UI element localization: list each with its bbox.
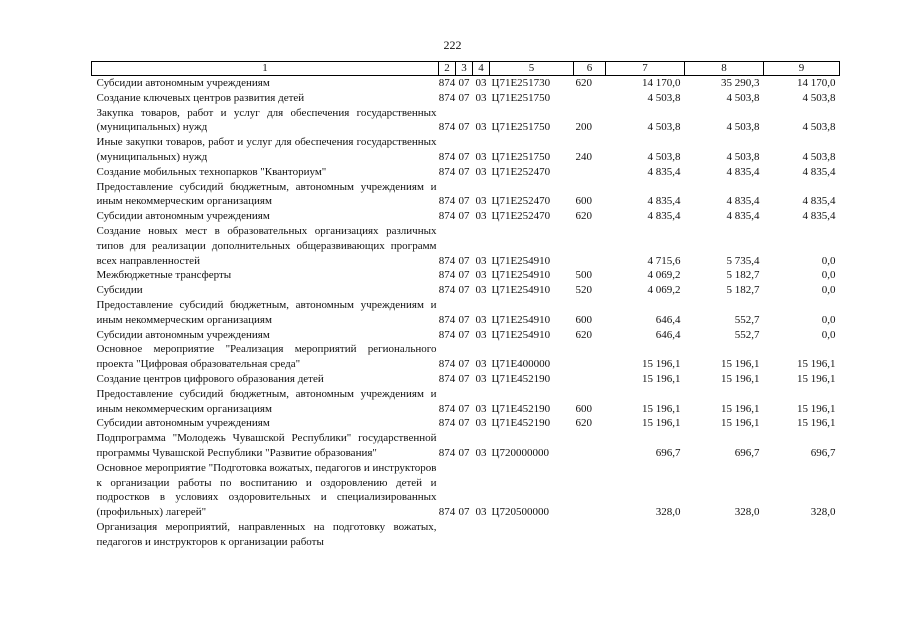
row-grbs: 874 [438, 328, 456, 341]
row-expense-type [574, 224, 606, 268]
row-amount-col8: 4 835,4 [726, 210, 760, 223]
row-section: 07 [458, 506, 470, 519]
row-target-article: Ц71Е252470 [491, 165, 551, 178]
table-row [92, 328, 840, 343]
row-grbs [439, 520, 456, 550]
row-subsection: 03 [475, 269, 487, 282]
row-expense-type: 200 [575, 121, 592, 134]
row-expense-type [574, 431, 606, 461]
row-name: Субсидии автономным учреждениям [96, 77, 270, 89]
row-name: Основное мероприятие "Подготовка вожатых, педагогов и инструкторов к организации работы по воспитанию и оздоровлению детей и подростков в условиях оздоровительных и специализированных (профильных) лагерей" [96, 461, 437, 519]
row-amount-col7: 4 503,8 [647, 150, 681, 163]
row-grbs: 874 [438, 446, 456, 459]
row-target-article: Ц71Е400000 [491, 358, 551, 371]
row-amount-col7: 4 835,4 [647, 165, 681, 178]
row-amount-col9: 15 196,1 [797, 358, 836, 371]
row-amount-col8: 15 196,1 [721, 372, 760, 385]
row-grbs: 874 [438, 254, 456, 267]
row-amount-col9: 328,0 [810, 506, 836, 519]
table-row [92, 431, 840, 461]
table-row [92, 298, 840, 328]
row-amount-col9: 15 196,1 [797, 402, 836, 415]
row-section: 07 [458, 254, 470, 267]
row-expense-type: 620 [575, 417, 592, 430]
row-section: 07 [458, 77, 470, 89]
row-amount-col9: 0,0 [821, 254, 836, 267]
row-name: Создание центров цифрового образования детей [96, 372, 324, 385]
row-grbs: 874 [438, 417, 456, 430]
row-grbs: 874 [438, 150, 456, 163]
row-amount-col9 [764, 520, 840, 550]
row-amount-col8: 552,7 [734, 313, 760, 326]
row-name: Иные закупки товаров, работ и услуг для обеспечения государственных (муниципальных) нужд [96, 136, 437, 163]
row-target-article: Ц71Е252470 [491, 210, 551, 223]
table-row [92, 209, 840, 224]
row-amount-col7: 15 196,1 [642, 402, 681, 415]
row-section: 07 [458, 372, 470, 385]
row-section: 07 [458, 313, 470, 326]
row-grbs: 874 [438, 165, 456, 178]
row-amount-col8: 4 503,8 [726, 150, 760, 163]
row-name: Предоставление субсидий бюджетным, автономным учреждениям и иным некоммерческим организациям [96, 298, 437, 326]
row-subsection: 03 [475, 195, 487, 208]
row-amount-col8: 4 503,8 [726, 91, 760, 104]
row-section: 07 [458, 446, 470, 459]
row-subsection: 03 [475, 358, 487, 371]
row-section: 07 [458, 269, 470, 282]
row-section: 07 [458, 121, 470, 134]
row-amount-col9: 4 835,4 [802, 195, 836, 208]
row-amount-col7: 4 835,4 [647, 210, 681, 223]
row-amount-col9: 0,0 [821, 313, 836, 326]
row-target-article: Ц71Е254910 [491, 284, 551, 297]
row-expense-type [574, 165, 606, 180]
row-amount-col9: 0,0 [821, 328, 836, 341]
table-row [92, 268, 840, 283]
row-expense-type [574, 372, 606, 387]
row-amount-col8: 328,0 [734, 506, 760, 519]
row-amount-col8: 4 503,8 [726, 121, 760, 134]
header-row [92, 62, 840, 76]
row-amount-col7: 646,4 [655, 313, 681, 326]
row-name: Предоставление субсидий бюджетным, автономным учреждениям и иным некоммерческим организациям [96, 387, 437, 415]
row-subsection: 03 [475, 77, 487, 89]
row-name: Основное мероприятие "Реализация мероприятий регионального проекта "Цифровая образовательная среда" [96, 343, 437, 371]
row-target-article: Ц71Е254910 [491, 313, 551, 326]
row-amount-col9: 14 170,0 [797, 77, 836, 89]
row-subsection: 03 [475, 210, 487, 223]
row-target-article: Ц720000000 [491, 446, 549, 459]
row-target-article: Ц71Е251730 [491, 77, 551, 89]
row-amount-col7: 328,0 [655, 506, 681, 519]
budget-table [91, 61, 840, 550]
row-name: Закупка товаров, работ и услуг для обеспечения государственных (муниципальных) нужд [96, 106, 437, 134]
row-grbs: 874 [438, 195, 456, 208]
row-expense-type [574, 91, 606, 106]
row-subsection: 03 [475, 254, 487, 267]
row-amount-col8: 5 182,7 [726, 284, 760, 297]
row-subsection: 03 [475, 284, 487, 297]
row-subsection: 03 [475, 417, 487, 430]
table-row [92, 520, 840, 550]
row-subsection: 03 [475, 446, 487, 459]
row-grbs: 874 [438, 210, 456, 223]
row-target-article: Ц71Е452190 [491, 402, 551, 415]
row-target-article: Ц71Е251750 [491, 91, 551, 104]
table-row [92, 91, 840, 106]
row-expense-type: 500 [575, 269, 592, 282]
table-body [92, 76, 840, 550]
row-amount-col7: 15 196,1 [642, 358, 681, 371]
table-row [92, 387, 840, 417]
row-subsection: 03 [475, 313, 487, 326]
table-row [92, 180, 840, 210]
row-amount-col8: 696,7 [734, 446, 760, 459]
row-name: Организация мероприятий, направленных на подготовку вожатых, педагогов и инструкторов к организации работы [96, 520, 437, 548]
row-amount-col7: 14 170,0 [642, 77, 681, 89]
row-expense-type [574, 520, 606, 550]
row-amount-col9: 4 503,8 [802, 91, 836, 104]
row-expense-type: 600 [575, 313, 592, 326]
row-amount-col7: 4 503,8 [647, 91, 681, 104]
row-name: Создание новых мест в образовательных организациях различных типов для реализации дополнительных общеразвивающих программ всех направленностей [96, 224, 437, 267]
row-amount-col7: 4 715,6 [647, 254, 681, 267]
row-name: Субсидии автономным учреждениям [96, 210, 270, 223]
row-section: 07 [458, 358, 470, 371]
row-amount-col8: 4 835,4 [726, 195, 760, 208]
table-row [92, 224, 840, 268]
row-section: 07 [458, 417, 470, 430]
row-section: 07 [458, 91, 470, 104]
row-section: 07 [458, 402, 470, 415]
row-amount-col9: 0,0 [821, 284, 836, 297]
row-amount-col7: 4 835,4 [647, 195, 681, 208]
table-row [92, 135, 840, 165]
header-col-1: 1 [92, 62, 439, 76]
row-expense-type [574, 342, 606, 372]
row-amount-col9: 4 503,8 [802, 150, 836, 163]
row-expense-type: 600 [575, 195, 592, 208]
row-amount-col8: 552,7 [734, 328, 760, 341]
row-subsection: 03 [475, 165, 487, 178]
row-target-article: Ц71Е251750 [491, 150, 551, 163]
row-name: Создание мобильных технопарков "Кванториум" [96, 165, 327, 178]
row-amount-col8 [685, 520, 764, 550]
row-expense-type [574, 461, 606, 520]
header-col-2: 2 [439, 62, 456, 76]
row-amount-col7: 15 196,1 [642, 372, 681, 385]
row-grbs: 874 [438, 313, 456, 326]
row-target-article: Ц71Е452190 [491, 417, 551, 430]
row-name: Предоставление субсидий бюджетным, автономным учреждениям и иным некоммерческим организациям [96, 180, 437, 208]
row-grbs: 874 [438, 284, 456, 297]
row-name: Субсидии автономным учреждениям [96, 417, 270, 430]
row-grbs: 874 [438, 506, 456, 519]
row-amount-col7: 15 196,1 [642, 417, 681, 430]
header-col-7: 7 [606, 62, 685, 76]
row-grbs: 874 [438, 358, 456, 371]
row-amount-col8: 15 196,1 [721, 358, 760, 371]
row-grbs: 874 [438, 269, 456, 282]
row-amount-col9: 15 196,1 [797, 417, 836, 430]
row-target-article [490, 520, 574, 550]
row-amount-col8: 4 835,4 [726, 165, 760, 178]
row-name: Субсидии автономным учреждениям [96, 328, 270, 341]
row-target-article: Ц71Е251750 [491, 121, 551, 134]
row-target-article: Ц71Е254910 [491, 328, 551, 341]
row-section: 07 [458, 328, 470, 341]
row-name: Создание ключевых центров развития детей [96, 91, 305, 104]
row-subsection: 03 [475, 121, 487, 134]
header-col-5: 5 [490, 62, 574, 76]
table-row [92, 106, 840, 136]
row-section: 07 [458, 195, 470, 208]
row-expense-type: 620 [575, 328, 592, 341]
row-amount-col7: 4 069,2 [647, 269, 681, 282]
row-amount-col8: 5 182,7 [726, 269, 760, 282]
row-grbs: 874 [438, 77, 456, 89]
header-col-6: 6 [574, 62, 606, 76]
row-amount-col7: 696,7 [655, 446, 681, 459]
row-expense-type: 600 [575, 402, 592, 415]
row-name: Подпрограмма "Молодежь Чувашской Республики" государственной программы Чувашской Республики "Развитие образования" [96, 432, 437, 459]
row-grbs: 874 [438, 91, 456, 104]
row-target-article: Ц71Е254910 [491, 254, 551, 267]
row-subsection [473, 520, 490, 550]
row-subsection: 03 [475, 372, 487, 385]
row-section: 07 [458, 150, 470, 163]
row-amount-col7: 4 069,2 [647, 284, 681, 297]
row-amount-col9: 696,7 [810, 446, 836, 459]
row-expense-type: 520 [575, 284, 592, 297]
row-amount-col9: 4 835,4 [802, 210, 836, 223]
row-subsection: 03 [475, 328, 487, 341]
row-section [456, 520, 473, 550]
row-target-article: Ц71Е452190 [491, 372, 551, 385]
row-expense-type: 620 [575, 210, 592, 223]
row-subsection: 03 [475, 91, 487, 104]
header-col-4: 4 [473, 62, 490, 76]
row-subsection: 03 [475, 402, 487, 415]
row-subsection: 03 [475, 150, 487, 163]
table-row [92, 342, 840, 372]
header-col-9: 9 [764, 62, 840, 76]
row-name: Межбюджетные трансферты [96, 269, 232, 282]
row-amount-col9: 4 835,4 [802, 165, 836, 178]
table-row [92, 76, 840, 91]
table-row [92, 461, 840, 520]
row-amount-col9: 4 503,8 [802, 121, 836, 134]
row-section: 07 [458, 165, 470, 178]
row-amount-col7: 646,4 [655, 328, 681, 341]
row-subsection: 03 [475, 506, 487, 519]
row-target-article: Ц71Е252470 [491, 195, 551, 208]
row-amount-col9: 0,0 [821, 269, 836, 282]
row-expense-type: 240 [575, 150, 592, 163]
table-header [92, 62, 840, 76]
row-section: 07 [458, 210, 470, 223]
row-grbs: 874 [438, 121, 456, 134]
row-name: Субсидии [96, 284, 143, 297]
row-amount-col8: 35 290,3 [721, 77, 760, 89]
header-col-8: 8 [685, 62, 764, 76]
row-grbs: 874 [438, 402, 456, 415]
row-amount-col9: 15 196,1 [797, 372, 836, 385]
row-amount-col8: 15 196,1 [721, 402, 760, 415]
row-target-article: Ц720500000 [491, 506, 549, 519]
row-grbs: 874 [438, 372, 456, 385]
row-expense-type: 620 [575, 77, 592, 89]
row-amount-col8: 5 735,4 [726, 254, 760, 267]
table-row [92, 372, 840, 387]
row-section: 07 [458, 284, 470, 297]
header-col-3: 3 [456, 62, 473, 76]
table-row [92, 283, 840, 298]
page-number: 222 [443, 38, 462, 52]
table-row [92, 416, 840, 431]
row-target-article: Ц71Е254910 [491, 269, 551, 282]
row-amount-col8: 15 196,1 [721, 417, 760, 430]
row-amount-col7: 4 503,8 [647, 121, 681, 134]
row-amount-col7 [606, 520, 685, 550]
table-row [92, 165, 840, 180]
